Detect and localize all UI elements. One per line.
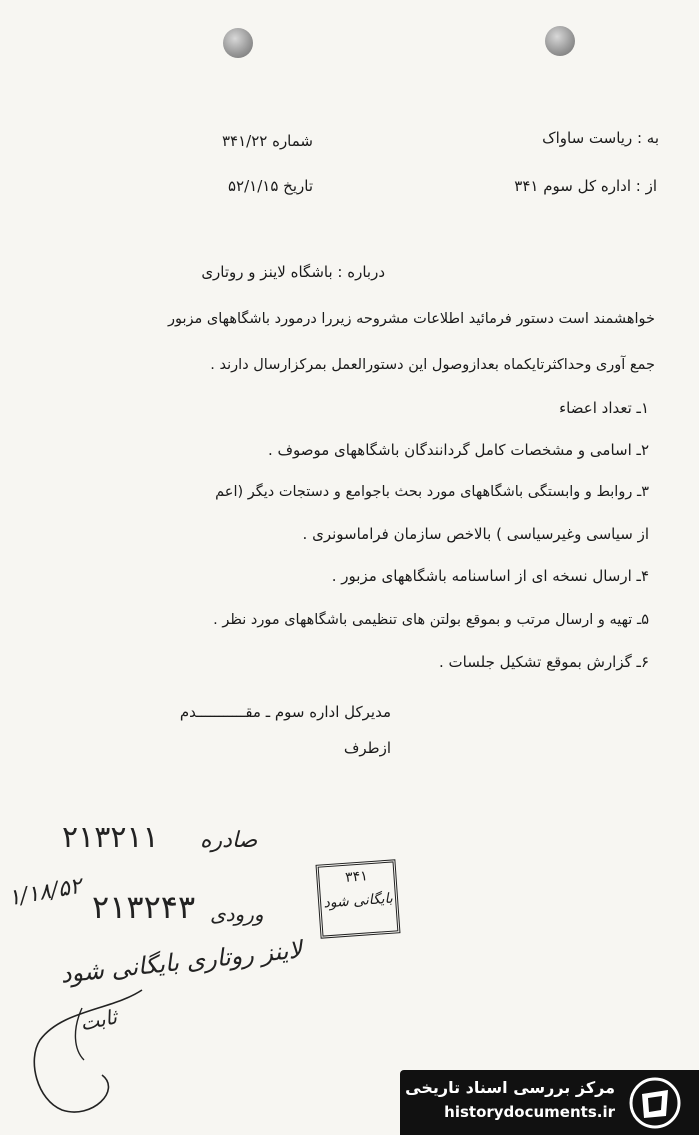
- handwritten-sadereh-number: ۲۱۳۲۱۱: [62, 820, 159, 855]
- letter-date: تاریخ ۵۲/۱/۱۵: [227, 177, 313, 195]
- body-intro-line-2: جمع آوری وحداکثرتایکماه بعدازوصول این دستورالعمل بمرکزارسال دارند .: [210, 357, 655, 373]
- letter-number: شماره ۳۴۱/۲۲: [221, 132, 313, 150]
- list-item: از سیاسی وغیرسیاسی ) بالاخص سازمان فراماسونری .: [302, 525, 649, 543]
- sender: از : اداره کل سوم ۳۴۱: [514, 177, 657, 195]
- stamp-number: ۳۴۱: [344, 868, 369, 886]
- handwritten-vorudi-number: ۲۱۳۲۴۳: [92, 888, 196, 926]
- archive-logo-icon: [628, 1076, 682, 1130]
- punch-hole-left: [223, 28, 253, 58]
- list-item: ۵ـ تهیه و ارسال مرتب و بموقع بولتن های تنظیمی باشگاههای مورد نظر .: [213, 612, 649, 628]
- recipient: به : ریاست ساواک: [542, 129, 659, 147]
- list-item: ۲ـ اسامی و مشخصات کامل گردانندگان باشگاههای موصوف .: [267, 441, 649, 459]
- list-item: ۶ـ گزارش بموقع تشکیل جلسات .: [439, 653, 649, 671]
- archive-stamp: [316, 859, 401, 938]
- signatory-on-behalf: ازطرف: [343, 739, 391, 757]
- signature-scribble: [22, 980, 162, 1130]
- punch-hole-right: [545, 26, 575, 56]
- signatory-title: مدیرکل اداره سوم ـ مقـــــــــــدم: [179, 703, 391, 721]
- handwritten-archive-note: لاینز روتاری بایگانی شود: [59, 935, 304, 989]
- handwritten-sadereh-label: صادره: [200, 828, 258, 853]
- handwritten-vorudi-date: ۱/۱۸/۵۲: [6, 873, 84, 912]
- handwritten-initials: ثابت: [77, 1004, 119, 1036]
- stamp-text: بایگانی شود: [323, 890, 394, 912]
- subject-line: درباره : باشگاه لاینز و روتاری: [201, 263, 385, 281]
- list-item: ۱ـ تعداد اعضاء: [559, 399, 649, 417]
- list-item: ۳ـ روابط و وابستگی باشگاههای مورد بحث باجوامع و دستجات دیگر (اعم: [215, 484, 649, 500]
- list-item: ۴ـ ارسال نسخه ای از اساسنامه باشگاههای مزبور .: [331, 567, 649, 585]
- footer-url[interactable]: historydocuments.ir: [444, 1103, 615, 1121]
- footer-title: مرکز بررسی اسناد تاریخی: [405, 1078, 615, 1097]
- handwritten-vorudi-label: ورودی: [210, 902, 264, 926]
- body-intro-line-1: خواهشمند است دستور فرمائید اطلاعات مشروحه زیررا درمورد باشگاههای مزبور: [168, 311, 655, 327]
